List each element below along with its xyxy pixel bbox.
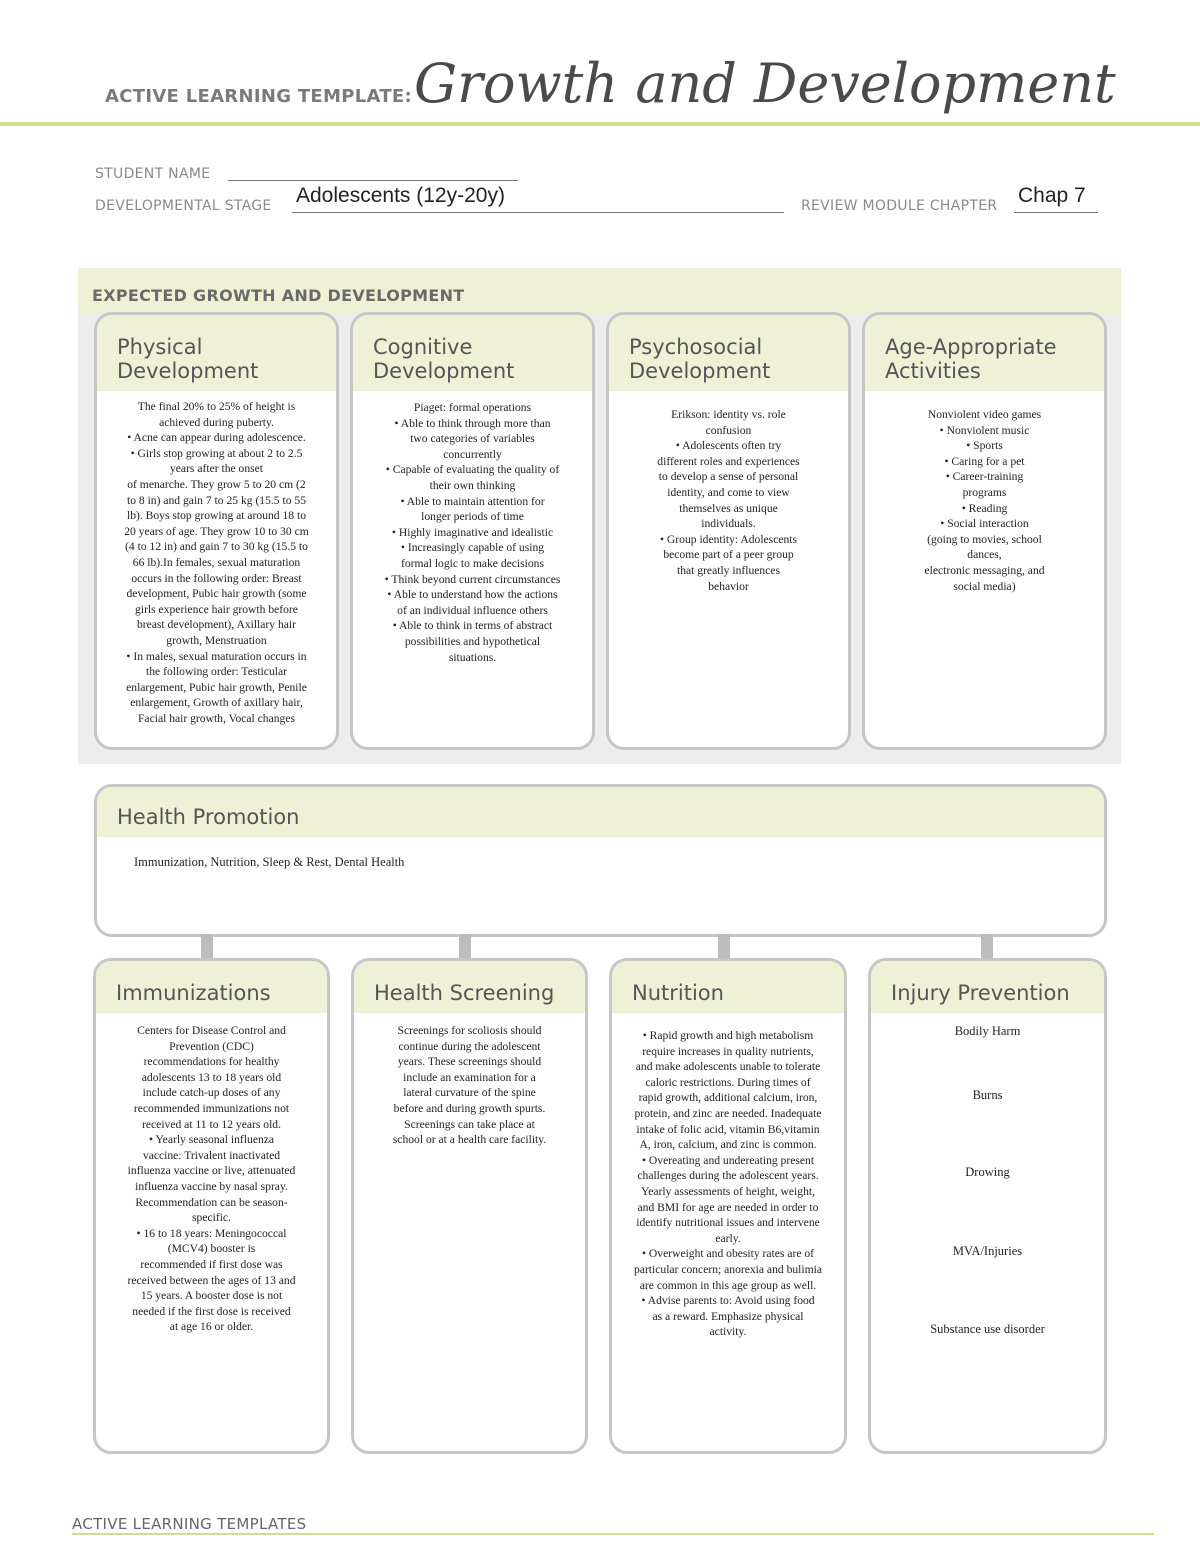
nutrition-line: early.: [715, 1231, 741, 1245]
immunizations-line: vaccine: Trivalent inactivated: [142, 1148, 281, 1162]
header-divider: [0, 122, 1200, 126]
health-promotion-text: Immunization, Nutrition, Sleep & Rest, Dental Health: [134, 855, 405, 869]
connector-immunizations: [201, 934, 213, 960]
activities-line: electronic messaging, and: [924, 563, 1045, 577]
cognitive-development-line: possibilities and hypothetical: [404, 634, 541, 648]
nutrition-header: [612, 961, 844, 1013]
nutrition-line: • Overeating and undereating present: [641, 1153, 815, 1167]
psychosocial-development-title-line1: Psychosocial: [629, 335, 763, 359]
nutrition-line: protein, and zinc are needed. Inadequate: [634, 1106, 822, 1120]
cognitive-development-line: situations.: [448, 650, 497, 664]
expected-growth-panel: [78, 268, 1121, 764]
physical-development-line: • In males, sexual maturation occurs in: [126, 649, 307, 663]
physical-development-line: • Acne can appear during adolescence.: [127, 431, 306, 445]
immunizations-line: Prevention (CDC): [169, 1039, 254, 1053]
immunizations-line: recommendations for healthy: [143, 1055, 280, 1069]
page-title: Growth and Development: [414, 52, 1116, 115]
immunizations-line: needed if the first dose is received: [132, 1304, 291, 1318]
expected-growth-title: EXPECTED GROWTH AND DEVELOPMENT: [92, 286, 465, 305]
nutrition-line: • Overweight and obesity rates are of: [641, 1247, 815, 1261]
cognitive-development-title-line2: Development: [373, 359, 515, 383]
psychosocial-development-text: [617, 407, 840, 594]
cognitive-development-line: • Able to understand how the actions: [387, 588, 558, 602]
connector-injury-prevention: [981, 934, 993, 960]
health-screening-line: Screenings for scoliosis should: [397, 1024, 542, 1037]
activities-line: • Sports: [966, 439, 1003, 453]
psychosocial-development-card: [606, 312, 851, 750]
injury-prevention-card: [868, 958, 1107, 1454]
health-promotion-card: [94, 784, 1107, 937]
activities-line: • Reading: [961, 501, 1008, 515]
nutrition-card: [609, 958, 847, 1454]
injury-prevention-item: MVA/Injuries: [952, 1244, 1023, 1258]
physical-development-title-line1: Physical: [117, 335, 203, 359]
health-screening-line: Screenings can take place at: [404, 1117, 535, 1131]
immunizations-line: specific.: [192, 1211, 231, 1225]
immunizations-line: recommended if first dose was: [140, 1257, 283, 1271]
psychosocial-development-line: behavior: [708, 579, 749, 593]
nutrition-line: A, iron, calcium, and zinc is common.: [639, 1138, 817, 1152]
cognitive-development-line: their own thinking: [429, 478, 516, 492]
developmental-stage-label: DEVELOPMENTAL STAGE: [95, 198, 272, 214]
immunizations-title: Immunizations: [116, 981, 271, 1005]
cognitive-development-line: • Capable of evaluating the quality of: [385, 463, 560, 477]
cognitive-development-line: • Increasingly capable of using: [400, 541, 545, 555]
developmental-stage-line: [292, 212, 784, 213]
review-module-chapter-line: [1014, 212, 1098, 213]
immunizations-line: adolescents 13 to 18 years old: [141, 1070, 282, 1084]
physical-development-line: (4 to 12 in) and gain 7 to 30 kg (15.5 to: [125, 540, 308, 554]
immunizations-line: influenza vaccine or live, attenuated: [127, 1164, 296, 1178]
nutrition-line: as a reward. Emphasize physical: [652, 1309, 804, 1323]
physical-development-text: [105, 399, 328, 726]
connector-nutrition: [718, 934, 730, 960]
psychosocial-development-line: confusion: [705, 423, 752, 437]
nutrition-line: • Advise parents to: Avoid using food: [641, 1294, 815, 1308]
activities-line: • Career-training: [945, 470, 1024, 484]
health-screening-line: lateral curvature of the spine: [403, 1086, 536, 1100]
immunizations-line: (MCV4) booster is: [167, 1242, 256, 1256]
injury-prevention-item: Substance use disorder: [930, 1322, 1045, 1336]
physical-development-line: 20 years of age. They grow 10 to 30 cm: [124, 524, 309, 538]
physical-development-title-line2: Development: [117, 359, 259, 383]
template-label: ACTIVE LEARNING TEMPLATE:: [105, 86, 412, 107]
physical-development-line: the following order: Testicular: [146, 665, 287, 679]
physical-development-line: years after the onset: [169, 462, 264, 476]
injury-prevention-item: Burns: [972, 1088, 1003, 1102]
physical-development-line: to 8 in) and gain 7 to 25 kg (15.5 to 55: [126, 493, 307, 507]
physical-development-line: achieved during puberty.: [159, 415, 274, 429]
immunizations-line: received between the ages of 13 and: [127, 1273, 296, 1287]
cognitive-development-line: concurrently: [443, 447, 502, 461]
cognitive-development-card: [350, 312, 595, 750]
nutrition-line: identify nutritional issues and intervene: [636, 1216, 820, 1230]
cognitive-development-line: of an individual influence others: [397, 603, 548, 617]
physical-development-header: [97, 315, 336, 391]
physical-development-line: 66 lb).In females, sexual maturation: [132, 555, 301, 569]
immunizations-line: • 16 to 18 years: Meningococcal: [136, 1226, 287, 1240]
health-screening-line: school or at a health care facility.: [392, 1133, 547, 1147]
psychosocial-development-title-line2: Development: [629, 359, 771, 383]
cognitive-development-line: two categories of variables: [410, 432, 535, 446]
cognitive-development-line: longer periods of time: [421, 510, 524, 524]
physical-development-line: occurs in the following order: Breast: [131, 571, 302, 585]
psychosocial-development-line: • Group identity: Adolescents: [659, 532, 798, 546]
footer-label: ACTIVE LEARNING TEMPLATES: [72, 1515, 307, 1533]
psychosocial-development-line: identity, and come to view: [667, 485, 790, 499]
developmental-stage-value: Adolescents (12y-20y): [296, 184, 505, 207]
activities-title-line1: Age-Appropriate: [885, 335, 1057, 359]
activities-line: • Social interaction: [940, 517, 1029, 531]
cognitive-development-line: • Think beyond current circumstances: [384, 572, 561, 586]
psychosocial-development-line: to develop a sense of personal: [658, 470, 799, 484]
cognitive-development-line: • Able to think through more than: [394, 416, 551, 430]
cognitive-development-line: • Highly imaginative and idealistic: [391, 525, 554, 539]
cognitive-development-line: formal logic to make decisions: [401, 556, 544, 570]
activities-line: • Nonviolent music: [939, 423, 1030, 437]
injury-prevention-title: Injury Prevention: [891, 981, 1070, 1005]
immunizations-header: [96, 961, 327, 1013]
psychosocial-development-line: that greatly influences: [676, 563, 780, 577]
cognitive-development-line: • Able to maintain attention for: [400, 494, 545, 508]
health-screening-line: continue during the adolescent: [398, 1039, 541, 1053]
health-screening-line: before and during growth spurts.: [393, 1101, 546, 1115]
health-promotion-header: [97, 787, 1104, 837]
physical-development-line: enlargement, Pubic hair growth, Penile: [126, 680, 307, 694]
psychosocial-development-line: individuals.: [701, 517, 756, 531]
immunizations-line: include catch-up doses of any: [142, 1086, 281, 1100]
student-name-line: [228, 180, 518, 181]
age-appropriate-activities-card: [862, 312, 1107, 750]
health-screening-card: [351, 958, 588, 1454]
nutrition-line: caloric restrictions. During times of: [645, 1075, 811, 1089]
psychosocial-development-line: • Adolescents often try: [675, 439, 782, 453]
physical-development-line: of menarche. They grow 5 to 20 cm (2: [127, 477, 306, 491]
immunizations-line: recommended immunizations not: [133, 1101, 290, 1115]
physical-development-line: The final 20% to 25% of height is: [137, 400, 296, 413]
nutrition-line: are common in this age group as well.: [639, 1278, 817, 1292]
nutrition-line: rapid growth, additional calcium, iron,: [638, 1091, 818, 1105]
nutrition-line: particular concern; anorexia and bulimia: [634, 1262, 822, 1276]
immunizations-line: • Yearly seasonal influenza: [148, 1133, 275, 1147]
expected-growth-header: [78, 268, 1121, 314]
immunizations-text: [104, 1023, 319, 1335]
nutrition-line: • Rapid growth and high metabolism: [642, 1029, 814, 1042]
activities-line: Nonviolent video games: [927, 408, 1042, 421]
immunizations-line: influenza vaccine by nasal spray.: [135, 1179, 288, 1193]
activities-line: (going to movies, school: [927, 532, 1042, 546]
immunizations-card: [93, 958, 330, 1454]
immunizations-line: at age 16 or older.: [169, 1320, 254, 1334]
activities-line: social media): [953, 579, 1016, 593]
cognitive-development-text: [361, 400, 584, 665]
connector-health-screening: [459, 934, 471, 960]
nutrition-line: Yearly assessments of height, weight,: [641, 1184, 815, 1198]
review-module-chapter-label: REVIEW MODULE CHAPTER: [801, 198, 998, 214]
nutrition-line: require increases in quality nutrients,: [642, 1044, 814, 1058]
nutrition-line: and BMI for age are needed in order to: [637, 1200, 819, 1214]
physical-development-line: enlargement, Growth of axillary hair,: [130, 696, 303, 710]
nutrition-line: intake of folic acid, vitamin B6,vitamin: [636, 1122, 820, 1136]
health-screening-text: [362, 1023, 577, 1148]
physical-development-card: [94, 312, 339, 750]
injury-prevention-item: Bodily Harm: [954, 1024, 1021, 1038]
psychosocial-development-line: Erikson: identity vs. role: [671, 408, 786, 421]
injury-prevention-item: Drowing: [965, 1165, 1010, 1179]
physical-development-line: development, Pubic hair growth (some: [126, 587, 307, 601]
health-screening-line: include an examination for a: [403, 1070, 536, 1084]
nutrition-title: Nutrition: [632, 981, 724, 1005]
psychosocial-development-line: become part of a peer group: [663, 548, 794, 562]
activities-line: • Caring for a pet: [944, 454, 1025, 468]
review-module-chapter-value: Chap 7: [1018, 184, 1086, 207]
cognitive-development-line: Piaget: formal operations: [413, 401, 532, 414]
health-screening-line: years. These screenings should: [397, 1055, 542, 1069]
physical-development-line: • Girls stop growing at about 2 to 2.5: [130, 446, 303, 460]
cognitive-development-title-line1: Cognitive: [373, 335, 473, 359]
health-screening-header: [354, 961, 585, 1013]
psychosocial-development-header: [609, 315, 848, 391]
footer-divider: [72, 1533, 1154, 1535]
physical-development-line: breast development), Axillary hair: [136, 618, 297, 632]
student-name-label: STUDENT NAME: [95, 166, 211, 182]
nutrition-text: [620, 1028, 836, 1340]
injury-prevention-header: [871, 961, 1104, 1013]
activities-line: programs: [962, 485, 1007, 499]
psychosocial-development-line: themselves as unique: [679, 501, 778, 515]
age-appropriate-activities-header: [865, 315, 1104, 391]
health-promotion-title: Health Promotion: [117, 805, 300, 829]
immunizations-line: 15 years. A booster dose is not: [140, 1289, 283, 1303]
psychosocial-development-line: different roles and experiences: [657, 454, 800, 468]
activities-title-line2: Activities: [885, 359, 981, 383]
physical-development-line: Facial hair growth, Vocal changes: [137, 711, 295, 725]
physical-development-line: girls experience hair growth before: [135, 602, 298, 616]
health-screening-title: Health Screening: [374, 981, 555, 1005]
immunizations-line: Recommendation can be season-: [135, 1195, 288, 1209]
physical-development-line: lb). Boys stop growing at around 18 to: [126, 509, 307, 523]
physical-development-line: growth, Menstruation: [166, 633, 267, 647]
nutrition-line: challenges during the adolescent years.: [637, 1169, 819, 1183]
nutrition-line: and make adolescents unable to tolerate: [635, 1060, 821, 1074]
immunizations-line: Centers for Disease Control and: [137, 1024, 286, 1037]
age-appropriate-activities-text: [873, 407, 1096, 594]
cognitive-development-header: [353, 315, 592, 391]
cognitive-development-line: • Able to think in terms of abstract: [392, 619, 553, 633]
activities-line: dances,: [967, 548, 1002, 562]
nutrition-line: activity.: [709, 1325, 747, 1339]
immunizations-line: received at 11 to 12 years old.: [142, 1117, 281, 1131]
